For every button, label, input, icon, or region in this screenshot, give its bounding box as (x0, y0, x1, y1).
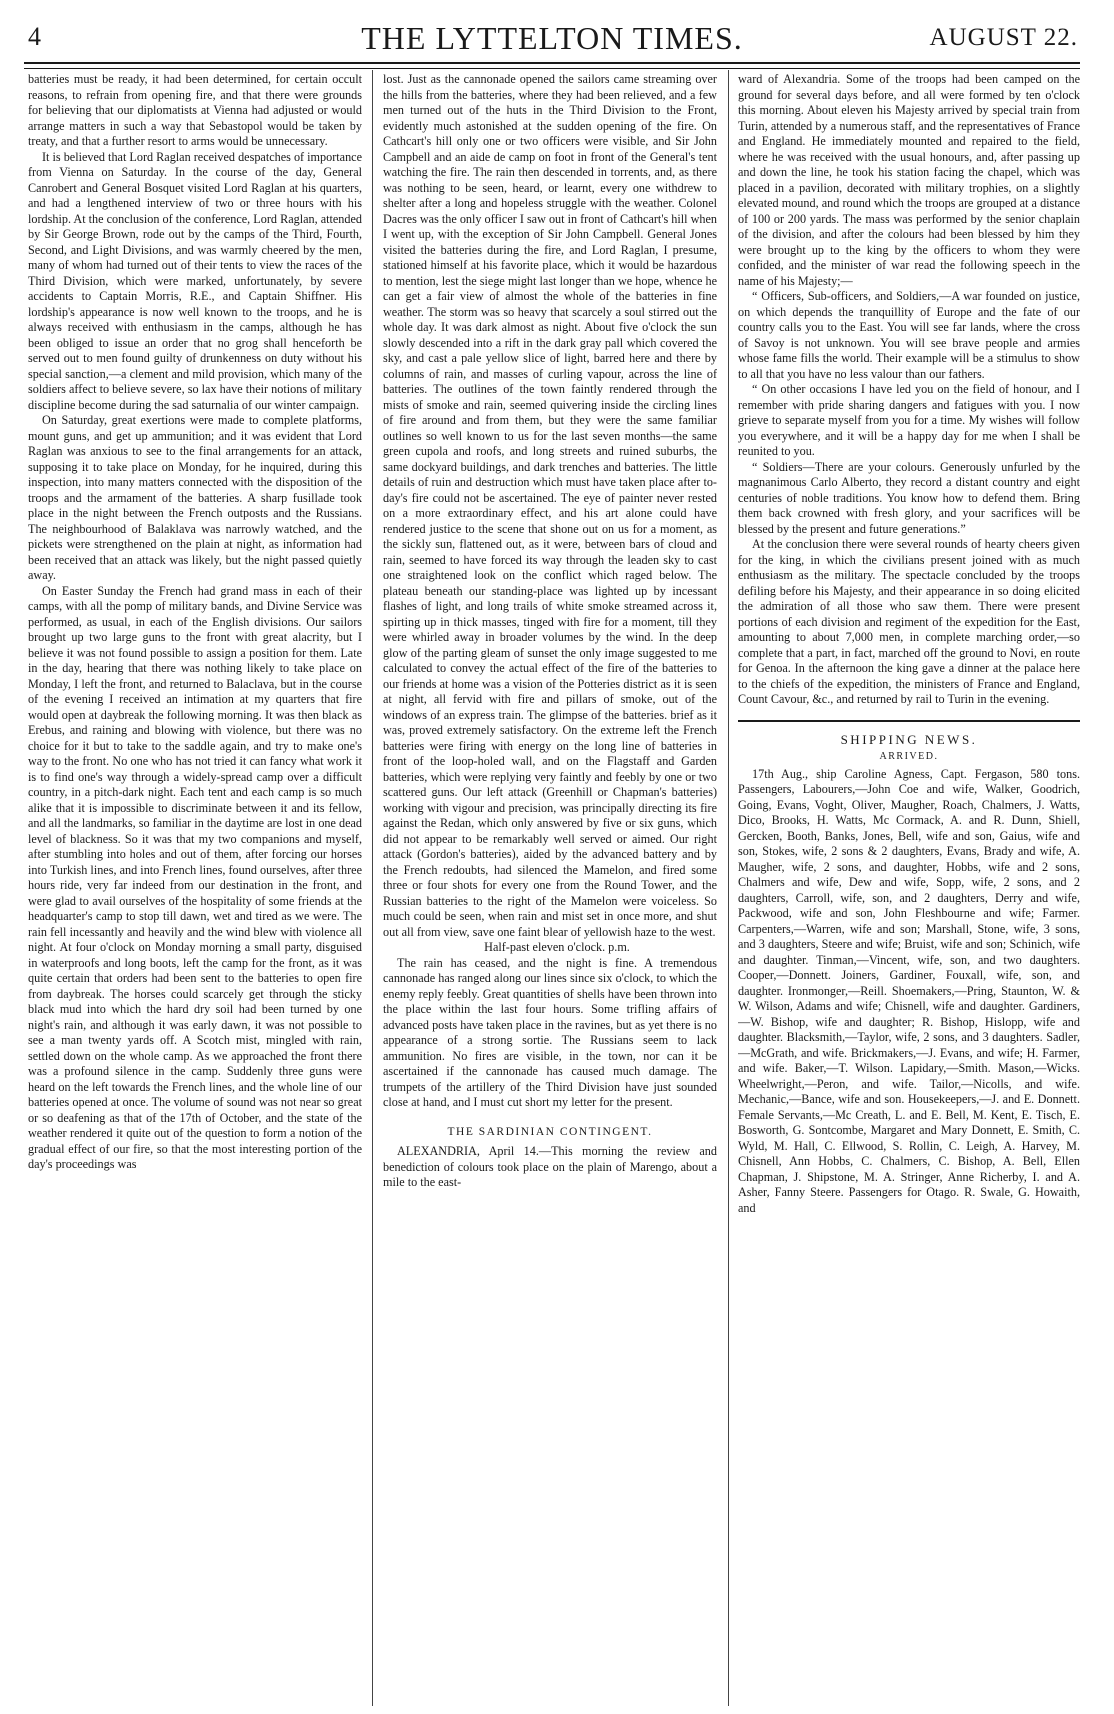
page-number: 4 (28, 22, 41, 51)
paragraph: “ Soldiers—There are your colours. Generously unfurled by the magnanimous Carlo Alberto, they record a distant country and eight centuries of noble traditions. You know how to defend them. Bring them back crowned with fresh glory, and your sacrifices will be blessed by the present and future generations.” (738, 459, 1080, 536)
paragraph: ALEXANDRIA, April 14.—This morning the review and benediction of colours took place on the plain of Marengo, about a mile to the east- (383, 1144, 717, 1189)
paragraph: It is believed that Lord Raglan received despatches of importance from Vienna on Saturday. In the course of the day, General Canrobert and General Bosquet visited Lord Raglan at his quarters, and had a lengthened interview of two or three hours with his lordship. At the conclusion of the conference, Lord Raglan, attended by Sir George Brown, rode out by the camps of the Third, Fourth, Second, and Light Divisions, and was warmly cheered by the men, many of whom had turned out of their tents to view the races of the Third Division, which were marked, unfortunately, by severe accidents to Captain Morris, R.E., and Captain Shiffner. His lordship's appearance is now well known to the troops, and he is always received with enthusiasm in the camps, although he has been obliged to issue an order that no grog shall henceforth be served out to men found guilty of drunkenness on duty without his special sanction,—a clement and mild provision, which many of the soldiers affect to believe severe, so lax have their notions of military discipline become during the sad saturnalia of our winter campaign. (28, 149, 362, 412)
newspaper-title: THE LYTTELTON TIMES. (361, 20, 743, 56)
paragraph: ward of Alexandria. Some of the troops had been camped on the ground for several days before, and all were formed by ten o'clock this morning. About eleven his Majesty arrived by special train from Turin, attended by a numerous staff, and the representatives of France and England. He immediately mounted and repaired to the field, where he was received with the usual honours, and, after passing up and down the line, he took his station facing the chapel, which was placed in a pavilion, decorated with military trophies, on a slightly elevated mound, and round which the troops are grouped at a distance of 100 or 200 yards. The mass was performed by the senior chaplain of the division, and after the colours had been blessed by him they were brought up to the king by the officers to whom they were confided, and the minister of war read the following speech in the name of his Majesty;— (738, 72, 1080, 288)
section-divider (738, 720, 1080, 722)
paragraph: The rain has ceased, and the night is fine. A tremendous cannonade has ranged along our lines since six o'clock, to which the enemy reply feebly. Great quantities of shells have been thrown into the place within the last four hours. Some trifling affairs of advanced posts have taken place in the ravines, but as yet there is no appearance of a strong sortie. The Russians seem to lack ammunition. No fires are visible, in the town, nor can it be ascertained if the cannonade has caused much damage. The trumpets of the artillery of the Third Division have just sounded close at hand, and I must cut short my letter for the present. (383, 955, 717, 1109)
column-divider (728, 70, 729, 1706)
paragraph: On Saturday, great exertions were made to complete platforms, mount guns, and get up ammunition; and it was evident that Lord Raglan was anxious to see to the final arrangements for an attack, supposing it to take place on Monday, for he inquired, during this inspection, into many matters connected with the disposition of the troops and the armament of the batteries. A sharp fusillade took place in the night between the French outposts and the Russians. The neighbourhood of Balaklava was narrowly watched, and the pickets were strengthened on the plain at night, as information had been received that an attack was likely, but the night passed quietly away. (28, 413, 362, 582)
dateline: Half-past eleven o'clock. p.m. (484, 940, 630, 954)
column-3 (738, 72, 1080, 1708)
paragraph: batteries must be ready, it had been determined, for certain occult reasons, to refrain from opening fire, and that there were grounds for believing that our diplomatists at Vienna had adjusted or would arrange matters in such a way that Sebastopol would be taken by treaty, and that a further resort to arms would be unnecessary. (28, 72, 362, 148)
shipping-subheading: ARRIVED. (879, 751, 939, 762)
column-divider (372, 70, 373, 1706)
masthead-rule (24, 62, 1080, 69)
article-heading: THE SARDINIAN CONTINGENT. (447, 1125, 653, 1138)
paragraph: lost. Just as the cannonade opened the sailors came streaming over the hills from the batteries, where they had been relieved, and a few men turned out of the huts in the Third Division to the Front, evidently much astonished at the sudden opening of the fire. On Cathcart's hill only one or two officers were visible, and Sir John Campbell and an aide de camp on foot in front of the General's tent watching the fire. The rain then descended in torrents, and, as there was nothing to be seen, heard, or learnt, every one withdrew to shelter after a long and hopeless struggle with the weather. Colonel Dacres was the only officer I saw out in front of Cathcart's hill when I went up, with the exception of Sir John Campbell. General Jones visited the batteries during the fire, and Lord Raglan, I presume, stationed himself at his favorite place, which it would be hazardous to mention, lest the siege might last longer than we hope, whence he can get a fair view of almost the whole of the batteries in fine weather. The storm was so heavy that scarcely a soul stirred out the whole day. It was dark almost as night. About five o'clock the sun slowly descended into a rift in the dark gray pall which covered the sky, and cast a pale yellow slice of light, barred here and there by columns of rain, and masses of curling vapour, across the line of batteries. The outlines of the town faintly rendered through the mists of smoke and rain, seemed quivering inside the circling lines of fire around and from them, but they were the same familiar outlines so well known to us for the last seven months—the same green cupola and roofs, and long streets and ruined suburbs, the same dockyard buildings, and dark trenches and batteries. The little details of ruin and destruction which must have taken place after to-day's fire could not be ascertained. The eye of painter never rested on a more extraordinary effect, and his art alone could have rendered justice to the scene that shone out on us for a moment, as the sickly sun, flattened out, as it were, between bars of cloud and rain, seemed to have forced its way through the leaden sky to cast one straightened look on the conflict which raged below. The plateau beneath our standing-place was lighted up by incessant flashes of light, and long trails of white smoke streamed across it, spirting up in thick masses, tinged with fire for a moment, till they were whirled away in broader volumes by the wind. In the deep glow of the parting gleam of sunset the only image suggested to me calculated to convey the actual effect of the fire of the batteries to our friends at home was a vision of the Potteries district as it is seen at night, all fervid with fire and pillars of smoke, out of the windows of an express train. The glimpse of the batteries. brief as it was, proved extremely satisfactory. On the extreme left the French batteries were firing with energy on the long line of batteries in front of the loop-holed wall, and on the Flagstaff and Garden batteries, which were replying very faintly and feebly by one or two scattered guns. Our left attack (Greenhill or Chapman's batteries) working with vigour and precision, was principally directing its fire against the Redan, which only answered by five or six guns, which did not appear to be remarkably well served or aimed. Our right attack (Gordon's batteries), aided by the advanced battery and by the French redoubts, had silenced the Mamelon, and fired some three or four shots for every one from the Round Tower, and the Russian batteries to the right of the Mamelon were voiceless. So much could be seen, when rain and mist set in once more, and shut out all from view, save one faint blear of yellowish haze to the west. (383, 72, 717, 939)
paragraph: “ On other occasions I have led you on the field of honour, and I remember with pride sharing dangers and fatigues with you. I now grieve to separate myself from you for a time. My wishes will follow you everywhere, and it will be a happy day for me when I shall be reunited to you. (738, 382, 1080, 458)
paragraph: At the conclusion there were several rounds of hearty cheers given for the king, in which the civilians present joined with as much enthusiasm as the military. The spectacle concluded by the troops defiling before his Majesty, and their appearance in so doing elicited the admiration of all those who saw them. There were present portions of each division and regiment of the expedition for the East, amounting to about 7,000 men, in complete marching order,—so complete that a part, in fact, marched off the ground to Novi, en route for Genoa. In the afternoon the king gave a dinner at the palace here to the chiefs of the expedition, the ministers of France and England, Count Cavour, &c., and returned by rail to Turin in the evening. (738, 537, 1080, 706)
paragraph: “ Officers, Sub-officers, and Soldiers,—A war founded on justice, on which depends the tranquillity of Europe and the fate of our country calls you to the East. You will see far lands, where the cross of Savoy is not unknown. You will see brave people and armies whose fame fills the world. Their example will be a stimulus to show to all that you have no less valour than our fathers. (738, 289, 1080, 381)
shipping-list: 17th Aug., ship Caroline Agness, Capt. Fergason, 580 tons. Passengers, Labourers,—John Coe and wife, Walker, Goodrich, Going, Evans, Voght, Oliver, Maugher, Roach, Chalmers, J. Watts, Dico, Brooks, H. Watts, Mc Cormack, A. and R. Dunn, Shiell, Gercken, Booth, Banks, Jones, Bell, wife and son, Gaius, wife and son, Stokes, wife, 2 sons & 2 daughters, Evans, Brady and wife, A. Maugher, wife, 2 sons, and daughter, Hobbs, wife and 2 sons, Chalmers and wife, Dew and wife, Sopp, wife, 2 sons, and 2 daughters, Carroll, wife, son, and 2 daughters, Derry and wife, Packwood, wife and son, John Fleshbourne and wife; Farmer. Carpenters,—Warren, wife and son; Marshall, Stone, wife, 3 sons, and 3 daughters, Steere and wife; Bruist, wife and son; Schinich, wife and daughter. Tinman,—Vincent, wife, son, and two daughters. Cooper,—Donnett. Joiners, Gardiner, Fouxall, wife, son, and daughter. Ironmonger,—Reill. Shoemakers,—Pring, Staunton, W. & W. Wilson, Adams and wife; Chisnell, wife and daughter. Gardiners,—W. Bishop, wife and daughter; R. Bishop, Hislopp, wife and daughter. Blacksmith,—Taylor, wife, 2 sons, and 3 daughters. Sadler,—McGrath, and wife. Brickmakers,—J. Evans, and wife; H. Farmer, and wife. Baker,—T. Wilson. Lapidary,—Smith. Mason,—Wicks. Wheelwright,—Peron, and wife. Tailor,—Nicolls, and wife. Mechanic,—Bance, wife and son. Housekeepers,—J. and E. Donnett. Female Servants,—Mc Creath, L. and E. Bell, M. Kent, E. Tisch, E. Bosworth, G. Sontcombe, Margaret and Mary Donnett, E. Smith, C. Wyld, M. Hall, C. Ellwood, S. Rollin, C. Leigh, A. Harvey, M. Chisnell, Ann Hobbs, C. Chalmers, C. Bishop, A. Bell, Ellen Chapman, J. Shipstone, M. A. Stringer, Anne Richerby, I. and A. Asher, Fanny Steere. Passengers for Otago. R. Swale, G. Howaith, and (738, 766, 1080, 1215)
column-1 (28, 72, 362, 1708)
issue-date: AUGUST 22. (929, 24, 1078, 51)
column-2 (383, 72, 717, 1708)
paragraph: On Easter Sunday the French had grand mass in each of their camps, with all the pomp of military bands, and Divine Service was performed, as usual, in each of the English divisions. Our sailors brought up two large guns to the front with great alacrity, but I believe it was not found possible to assign a position for them. Late in the day, hearing that there was nothing likely to take place on Monday, I left the front, and returned to Balaclava, but in the course of the evening I received an intimation at my quarters that fire would open at daybreak the following morning. It was then black as Erebus, and raining and blowing with violence, but there was no choice for it but to take to the saddle again, and try to make one's way to the front. No one who has not tried it can fancy what work it is to find one's way through a widely-spread camp over a difficult country, in a pitch-dark night. Each tent and each camp is so much alike that it is impossible to discriminate between it and its fellow, and all the landmarks, so familiar in the daytime are lost in one dead level of blackness. So it was that my two companions and myself, after stumbling into holes and out of them, after forcing our horses into Turkish lines, and into French lines, found ourselves, after three hours ride, very far indeed from our destination in the front, and were glad to avail ourselves of the hospitality of some friends at the headquarter's camp to stop till dawn, wet and tired as we were. The rain fell incessantly and heavily and the wind blew with violence all night. At four o'clock on Monday morning a small party, disguised in waterproofs and long boots, left the camp for the front, as it was quite certain that orders had been sent to the batteries to open fire from daybreak. The horses could scarcely get through the sticky black mud into which the hard dry soil had been turned by one night's rain, and although it was early dawn, it was not possible to see a man twenty yards off. A Scotch mist, mingled with rain, settled down on the whole camp. As we approached the front there was a profound silence in the camp. Suddenly three guns were heard on the left towards the French lines, and the whole line of our batteries opened at once. The volume of sound was not near so great or so deafening as that of the 17th of October, and the state of the weather rendered it quite out of the question to form a notion of the gradual effect of our fire, so that the most interesting portion of the day's proceedings was (28, 583, 362, 1171)
shipping-news-heading: SHIPPING NEWS. (840, 731, 978, 747)
